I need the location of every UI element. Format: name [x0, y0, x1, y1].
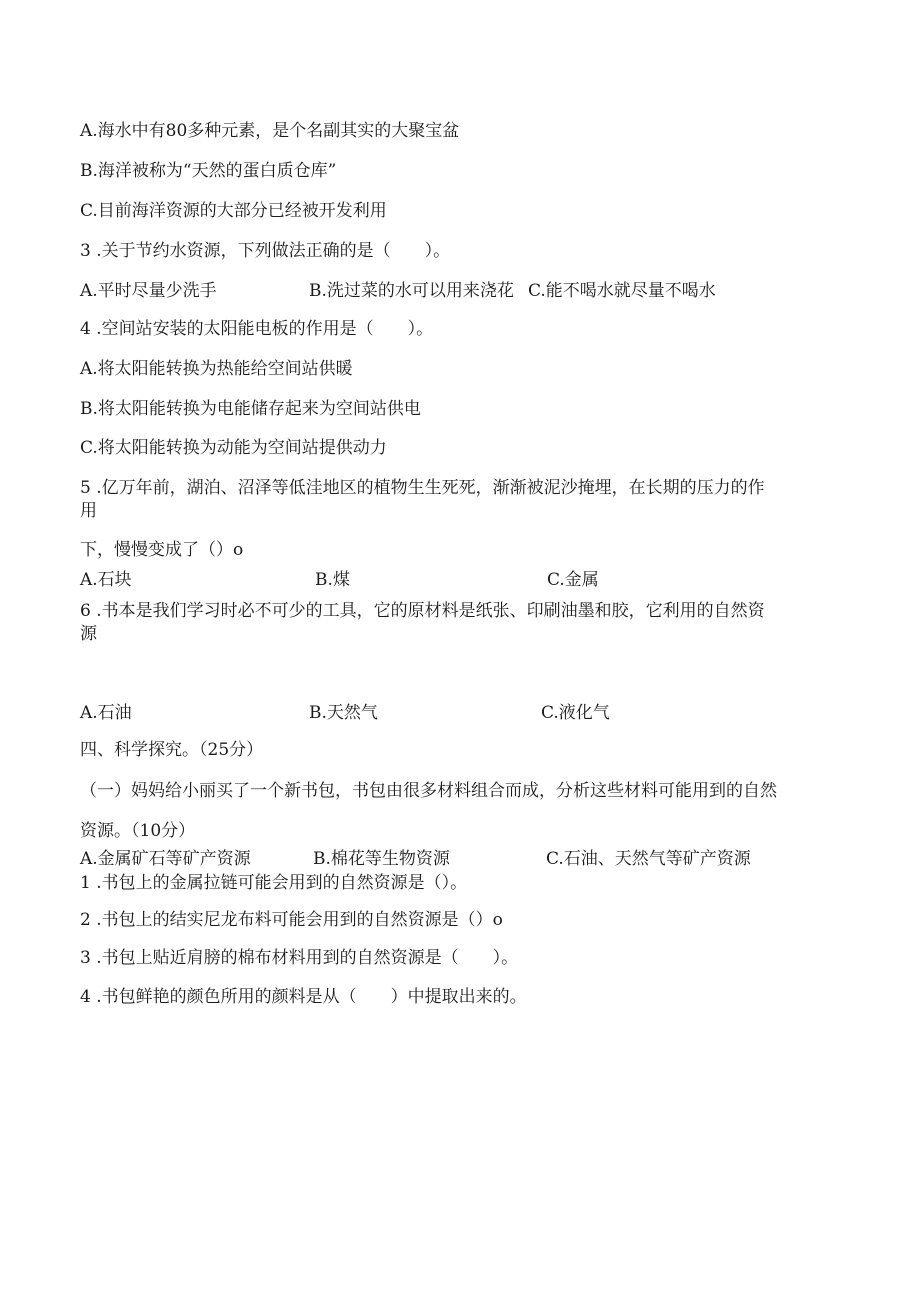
q3-option-b: B.洗过菜的水可以用来浇花: [309, 281, 514, 301]
section4-part1-line1: （一）妈妈给小丽买了一个新书包，书包由很多材料组合而成，分析这些材料可能用到的自然: [80, 781, 777, 801]
q2-option-b: B.海洋被称为“天然的蛋白质仓库”: [80, 161, 337, 181]
q6-stem-line2: 源: [80, 624, 97, 644]
section4-q3: 3 .书包上贴近肩膀的棉布材料用到的自然资源是（ ）。: [80, 948, 519, 968]
q5-stem-line2: 用: [80, 501, 97, 521]
q5-stem-line1: 5 .亿万年前，湖泊、沼泽等低洼地区的植物生生死死，渐渐被泥沙掩埋，在长期的压力的作: [80, 478, 765, 498]
q6-option-b: B.天然气: [309, 703, 378, 723]
q2-option-c: C.目前海洋资源的大部分已经被开发利用: [80, 201, 387, 221]
section4-option-c: C.石油、天然气等矿产资源: [546, 849, 751, 869]
section4-q1: 1 .书包上的金属拉链可能会用到的自然资源是（）。: [80, 873, 468, 893]
section4-q2: 2 .书包上的结实尼龙布料可能会用到的自然资源是（）o: [80, 910, 503, 930]
section4-part1-line2: 资源。（10分）: [80, 821, 196, 841]
q2-option-a: A.海水中有80多种元素，是个名副其实的大聚宝盆: [80, 121, 460, 141]
q5-option-b: B.煤: [315, 570, 350, 590]
q3-option-c: C.能不喝水就尽量不喝水: [528, 281, 716, 301]
q3-stem: 3 .关于节约水资源，下列做法正确的是（ ）。: [80, 241, 451, 261]
section4-option-a: A.金属矿石等矿产资源: [80, 849, 251, 869]
q5-option-c: C.金属: [547, 570, 599, 590]
q6-option-a: A.石油: [80, 703, 132, 723]
q4-option-c: C.将太阳能转换为动能为空间站提供动力: [80, 438, 387, 458]
section4-option-b: B.棉花等生物资源: [313, 849, 450, 869]
q6-stem-line1: 6 .书本是我们学习时必不可少的工具，它的原材料是纸张、印刷油墨和胶，它利用的自然资: [80, 601, 765, 621]
section4-title: 四、科学探究。（25分）: [80, 740, 264, 760]
q5-stem-line3: 下，慢慢变成了（）o: [80, 540, 244, 560]
q4-stem: 4 .空间站安装的太阳能电板的作用是（ ）。: [80, 319, 434, 339]
q3-option-a: A.平时尽量少洗手: [80, 281, 217, 301]
q6-option-c: C.液化气: [541, 703, 610, 723]
q5-option-a: A.石块: [80, 570, 132, 590]
q4-option-b: B.将太阳能转换为电能储存起来为空间站供电: [80, 399, 421, 419]
q4-option-a: A.将太阳能转换为热能给空间站供暖: [80, 359, 353, 379]
section4-q4: 4 .书包鲜艳的颜色所用的颜料是从（ ）中提取出来的。: [80, 987, 527, 1007]
